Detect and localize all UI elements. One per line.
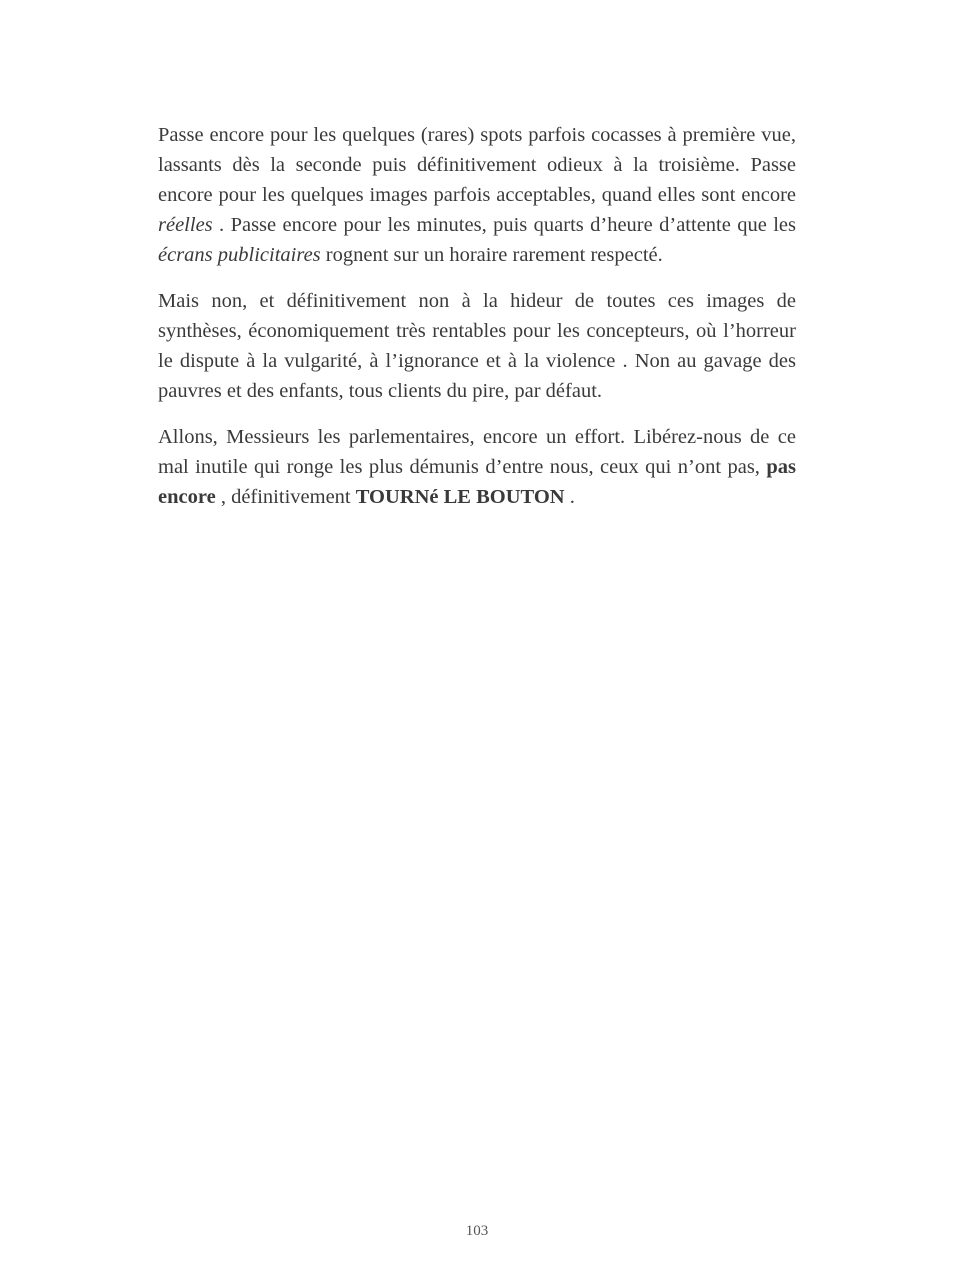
paragraph-1-italic-reelles: réelles (158, 214, 213, 236)
paragraph-3-bold-pas-encore: pas encore (158, 456, 796, 508)
paragraph-1 (158, 120, 796, 270)
paragraph-1-text-3: rognent sur un horaire rarement respecté. (320, 244, 663, 266)
paragraph-3-text-3: . (564, 486, 575, 508)
paragraph-1-text-1: Passe encore pour les quelques (rares) spots parfois cocasses à première vue, lassants dès la seconde puis définitivement odieux à la troisième. Passe encore pour les quelques images parfois acceptables, quand elles sont encore (158, 124, 796, 206)
paragraph-1-italic-ecrans: écrans publicitaires (158, 244, 321, 266)
paragraph-3-text-2: , définitivement (215, 486, 356, 508)
paragraph-3-text-1: Allons, Messieurs les parlementaires, encore un effort. Libérez-nous de ce mal inutile qui ronge les plus démunis d’entre nous, ceux qui n’ont pas, (158, 426, 796, 478)
paragraph-2 (158, 286, 796, 406)
paragraph-3-bold-tourne-le-bouton: TOURNé LE BOUTON (355, 486, 565, 508)
paragraph-1-text-2: . Passe encore pour les minutes, puis quarts d’heure d’attente que les (212, 214, 796, 236)
body-text (158, 120, 796, 528)
paragraph-3 (158, 422, 796, 512)
page-number: 103 (465, 1223, 489, 1239)
paragraph-2-text-1: Mais non, et définitivement non à la hideur de toutes ces images de synthèses, économiquement très rentables pour les concepteurs, où l’horreur le dispute à la vulgarité, à l’ignorance et à la violence . Non au gavage des pauvres et des enfants, tous clients du pire, par défaut. (158, 290, 796, 402)
